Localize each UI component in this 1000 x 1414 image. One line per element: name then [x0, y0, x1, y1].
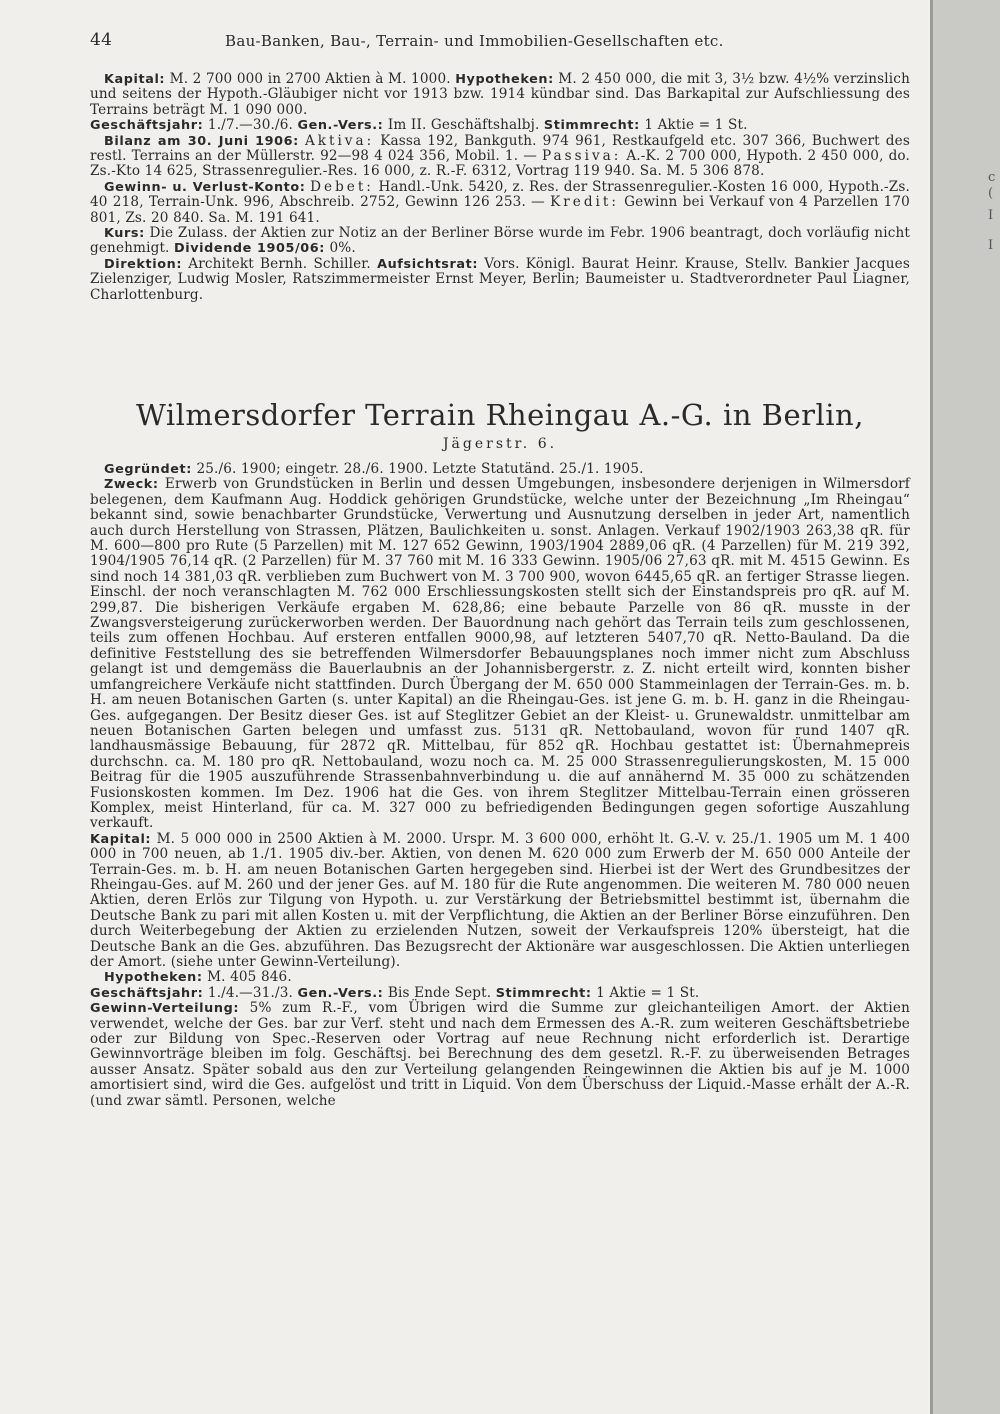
text-gen-vers-2: Bis Ende Sept. [387, 984, 492, 1001]
paragraph-bilanz [90, 134, 910, 180]
text-kapital: M. 2 700 000 in 2700 Aktien à M. 1000. [169, 71, 451, 87]
label-gegruendet: Gegründet: [104, 462, 192, 477]
paragraph-kapital-2 [90, 832, 910, 971]
label-debet: Debet: [310, 178, 374, 195]
running-title: Bau-Banken, Bau-, Terrain- und Immobilien-Gesellschaften etc. [225, 32, 724, 50]
text-dividende: 0%. [329, 240, 356, 257]
paragraph-geschaeftsjahr [90, 118, 910, 133]
label-gen-vers: Gen.-Vers.: [297, 118, 384, 134]
text-passiva: A.-K. 2 700 000, Hypoth. 2 450 000, do. Zs.-Kto 14 625, Strassenregulier.-Res. 16 000, z. R.-F. 6312, Vortrag 119 940. Sa. M. 5 306 878. [90, 148, 911, 180]
gutter-mark: ( [988, 186, 994, 201]
label-gewinn-verlust: Gewinn- u. Verlust-Konto: [104, 179, 306, 195]
text-geschaeftsjahr-2: 1./4.—31./3. [207, 984, 293, 1001]
label-zweck: Zweck: [104, 477, 159, 493]
company-heading: Wilmersdorfer Terrain Rheingau A.-G. in Berlin, [136, 398, 864, 432]
paragraph-direktion [90, 257, 910, 303]
paragraph-geschaeftsjahr-2 [90, 986, 910, 1001]
paragraph-kapital [90, 72, 910, 118]
text-kapital-2: M. 5 000 000 in 2500 Aktien à M. 2000. Urspr. M. 3 600 000, erhöht lt. G.-V. v. 25./1. 1905 um M. 1 400 000 in 700 neuen, ab 1./1. 1905 div.-ber. Aktien, von denen M. 620 000 zum Erwerb der M. 650 000 Anteile der Terrain-Ges. m. b. H. am neuen Botanischen Garten hergegeben sind. Hierbei ist der Wert des Grundbesitzes der Rheingau-Ges. auf M. 260 und der jener Ges. auf M. 180 für die Rute angenommen. Die weiteren M. 780 000 neuen Aktien, deren Erlös zur Tilgung von Hypoth. u. zur Verstärkung der Betriebsmittel bestimmt ist, übernahm die Deutsche Bank zu pari mit allen Kosten u. mit der Verpflichtung, die Aktien an der Berliner Börse einzuführen. Den durch Weiterbegebung der Aktien zu erzielenden Nutzen, soweit der Verkaufspreis 120% übersteigt, hat die Deutsche Bank an die Ges. abzuführen. Das Bezugsrecht der Aktionäre war ausgeschlossen. Die Aktien unterliegen der Amort. (siehe unter Gewinn-Verteilung). [90, 830, 910, 970]
paragraph-zweck [90, 477, 910, 831]
gutter-mark: c [988, 170, 996, 185]
company-address: Jägerstr. 6. [442, 436, 558, 452]
text-gegruendet: 25./6. 1900; eingetr. 28./6. 1900. Letzte Statutänd. 25./1. 1905. [196, 461, 644, 477]
paragraph-kurs [90, 226, 910, 257]
text-stimmrecht-2: 1 Aktie = 1 St. [596, 984, 700, 1001]
label-bilanz: Bilanz am 30. Juni 1906: [104, 133, 299, 149]
previous-company-entry [90, 72, 910, 303]
text-geschaeftsjahr: 1./7.—30./6. [207, 117, 293, 134]
label-stimmrecht: Stimmrecht: [543, 118, 640, 134]
text-gen-vers: Im II. Geschäftshalbj. [387, 117, 540, 134]
label-aufsichtsrat: Aufsichtsrat: [377, 256, 479, 272]
text-kurs: Die Zulass. der Aktien zur Notiz an der Berliner Börse wurde im Febr. 1906 beantragt, doch vorläufig nicht genehmigt. [90, 225, 910, 257]
label-stimmrecht-2: Stimmrecht: [495, 985, 592, 1001]
text-kredit: Gewinn bei Verkauf von 4 Parzellen 170 801, Zs. 20 840. Sa. M. 191 641. [90, 194, 910, 226]
text-direktion: Architekt Bernh. Schiller. [188, 255, 371, 272]
gutter-mark: I [988, 238, 994, 253]
label-hypotheken: Hypotheken: [455, 72, 554, 87]
text-hypotheken-2: M. 405 846. [207, 969, 292, 986]
text-gewinn-verteilung: 5% zum R.-F., vom Übrigen wird die Summe zur gleichanteiligen Amort. der Aktien verwendet, welche der Ges. bar zur Verf. steht und nach dem Ermessen des A.-R. zum weiteren Geschäftsbetriebe oder zur Bildung von Spec.-Reserven oder Vortrag auf neue Rechnung nicht erforderlich ist. Derartige Gewinnvorträge bleiben im folg. Geschäftsj. bei Berechnung des dem gesetzl. R.-F. zu überweisenden Betrages ausser Ansatz. Später sobald aus den zur Verteilung gelangenden Reingewinnen die Aktien bis auf je M. 1000 amortisiert sind, wird die Ges. aufgelöst und tritt in Liquid. Von dem Überschuss der Liquid.-Masse erhält der A.-R. (und zwar sämtl. Personen, welche [90, 1000, 910, 1109]
gutter-mark: I [988, 208, 994, 223]
paragraph-gegruendet [90, 462, 910, 477]
label-kredit: Kredit: [550, 194, 619, 211]
label-kurs: Kurs: [104, 226, 145, 242]
label-gewinn-verteilung: Gewinn-Verteilung: [90, 1001, 240, 1017]
label-direktion: Direktion: [104, 256, 183, 272]
label-kapital-2: Kapital: [90, 831, 152, 847]
label-dividende: Dividende 1905/06: [174, 241, 326, 257]
company-entry [90, 462, 910, 1109]
text-aufsichtsrat: Vors. Königl. Baurat Heinr. Krause, Stellv. Bankier Jacques Zielenziger, Ludwig Mosler, Ratszimmermeister Ernst Meyer, Berlin; Baumeister u. Stadtverordneter Paul Liagner, Charlottenburg. [90, 255, 910, 303]
adjacent-page-edge [930, 0, 1000, 1414]
text-debet: Handl.-Unk. 5420, z. Res. der Strassenregulier.-Kosten 16 000, Hypoth.-Zs. 40 218, Terrain-Unk. 996, Abschreib. 2752, Gewinn 126 253. — [90, 178, 910, 211]
label-gen-vers-2: Gen.-Vers.: [297, 985, 384, 1001]
paragraph-gewinn-verlust [90, 180, 910, 226]
paragraph-gewinn-verteilung [90, 1001, 910, 1109]
label-geschaeftsjahr-2: Geschäftsjahr: [90, 985, 204, 1001]
label-kapital: Kapital: [104, 72, 166, 87]
label-hypotheken-2: Hypotheken: [104, 970, 203, 986]
page-number: 44 [90, 30, 113, 50]
text-hypotheken: M. 2 450 000, die mit 3, 3½ bzw. 4½% verzinslich und seitens der Hypoth.-Gläubiger nicht vor 1913 bzw. 1914 kündbar sind. Das Barkapital zur Aufschliessung des Terrains beträgt M. 1 090 000. [90, 71, 910, 118]
paragraph-hypotheken-2 [90, 970, 910, 985]
label-geschaeftsjahr: Geschäftsjahr: [90, 118, 204, 134]
text-zweck: Erwerb von Grundstücken in Berlin und dessen Umgebungen, insbesondere derjenigen in Wilmersdorf belegenen, dem Kaufmann Aug. Hoddick gehörigen Grundstücke, welche unter der Bezeichnung „Im Rheingau“ bekannt sind, sowie benachbarter Grundstücke, Verwertung und Ausnutzung derselben in jeder Art, namentlich auch durch Herstellung von Strassen, Plätzen, Baulichkeiten u. sonst. Anlagen. Verkauf 1902/1903 263,38 qR. für M. 600—800 pro Rute (5 Parzellen) mit M. 127 652 Gewinn, 1903/1904 2889,06 qR. (4 Parzellen) für M. 219 392, 1904/1905 76,14 qR. (2 Parzellen) für M. 37 760 mit M. 16 333 Gewinn. 1905/06 27,63 qR. mit M. 4515 Gewinn. Es sind noch 14 381,03 qR. verblieben zum Buchwert von M. 3 700 900, wovon 6445,65 qR. an fertiger Strasse liegen. Einschl. der noch veranschlagten M. 762 000 Erschliessungskosten stellt sich der Einstandspreis pro qR. auf M. 299,87. Die bisherigen Verkäufe ergaben M. 628,86; eine bebaute Parzelle von 86 qR. musste in der Zwangsversteigerung zurückerworben werden. Der Bauordnung nach gehört das Terrain teils zum geschlossenen, teils zum offenen Hochbau. Auf ersteren entfallen 9000,98, auf letzteren 5407,70 qR. Netto-Bauland. Da die definitive Feststellung des sie betreffenden Wilmersdorfer Bebauungsplanes noch immer nicht zum Abschluss gelangt ist und demgemäss die Bauerlaubnis an der Johannisbergerstr. z. Z. nicht erteilt wird, konnten bisher umfangreichere Verkäufe nicht stattfinden. Durch Übergang der M. 650 000 Stammeinlagen der Terrain-Ges. m. b. H. am neuen Botanischen Garten (s. unter Kapital) an die Rheingau-Ges. ist jene G. m. b. H. ganz in die Rheingau-Ges. aufgegangen. Der Besitz dieser Ges. ist auf Steglitzer Gebiet an der Kleist- u. Grunewaldstr. unmittelbar am neuen Botanischen Garten belegen und umfasst zus. 5131 qR. Nettobauland, wovon für rund 1407 qR. landhausmässige Bebauung, für 2872 qR. Mittelbau, für 852 qR. Hochbau gestattet ist: Übernahmepreis durchschn. ca. M. 180 pro qR. Nettobauland, wozu noch ca. M. 25 000 Strassenregulierungskosten, M. 15 000 Beitrag für die 1905 auszuführende Strassenbahnverbindung u. die auf annähernd M. 35 000 zu schätzenden Fusionskosten kommen. Im Dez. 1906 hat die Ges. von ihrem Steglitzer Mittelbau-Terrain einen grösseren Komplex, meist Hinterland, für ca. M. 327 000 zu befriedigenden Bedingungen gegen sofortige Auszahlung verkauft. [90, 476, 910, 832]
text-aktiva: Kassa 192, Bankguth. 974 961, Restkaufgeld etc. 307 366, Buchwert des restl. Terrains an der Müllerstr. 92—98 4 024 356, Mobil. 1. — [90, 132, 910, 165]
label-passiva: Passiva: [542, 148, 622, 165]
text-stimmrecht: 1 Aktie = 1 St. [644, 117, 748, 134]
label-aktiva: Aktiva: [304, 132, 375, 149]
